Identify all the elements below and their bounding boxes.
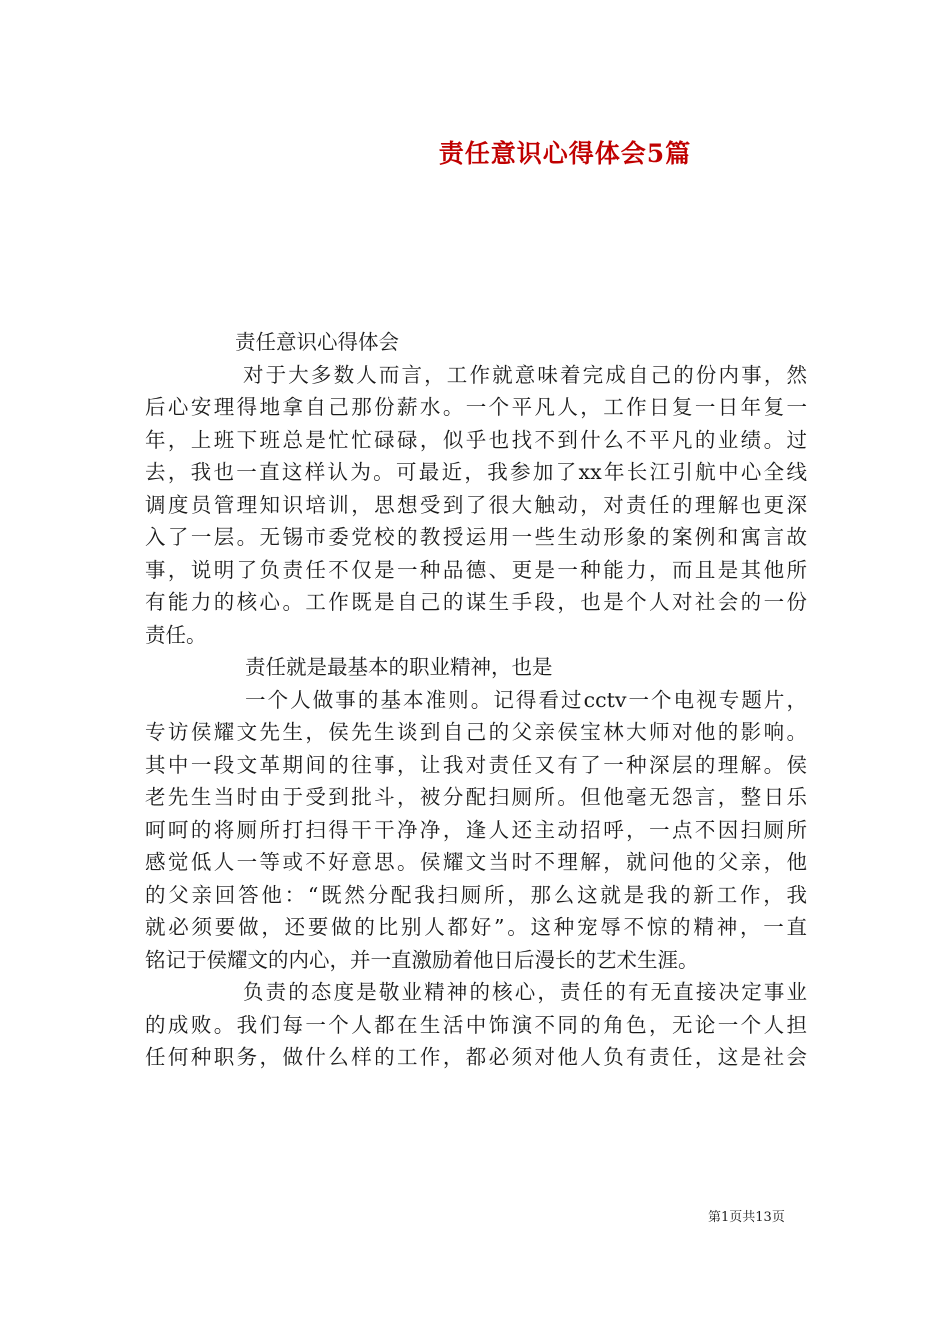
paragraph-line: 调度员管理知识培训，思想受到了很大触动，对责任的理解也更深 <box>145 492 807 517</box>
paragraph-line: 年，上班下班总是忙忙碌碌，似乎也找不到什么不平凡的业绩。过 <box>145 427 807 452</box>
paragraph-line: 后心安理得地拿自己那份薪水。一个平凡人，工作日复一日年复一 <box>145 395 807 419</box>
document-body <box>145 326 807 1074</box>
paragraph-line: 责任。 <box>145 622 207 647</box>
paragraph-line: 感觉低人一等或不好意思。侯耀文当时不理解，就问他的父亲，他 <box>145 850 807 874</box>
document-title: 责任意识心得体会5篇 <box>438 139 692 168</box>
paragraph-line: 事，说明了负责任不仅是一种品德、更是一种能力，而且是其他所 <box>145 557 807 582</box>
paragraph-line: 任何种职务，做什么样的工作，都必须对他人负有责任，这是社会 <box>145 1045 807 1069</box>
paragraph-line: 呵呵的将厕所打扫得干干净净，逢人还主动招呼，一点不因扫厕所 <box>145 817 807 842</box>
paragraph-line: 入了一层。无锡市委党校的教授运用一些生动形象的案例和寓言故 <box>145 525 807 549</box>
section-heading: 责任意识心得体会 <box>235 330 399 354</box>
paragraph-line: 负责的态度是敬业精神的核心，责任的有无直接决定事业 <box>243 980 807 1004</box>
paragraph-line: 其中一段文革期间的往事，让我对责任又有了一种深层的理解。侯 <box>145 752 807 777</box>
paragraph-line: 专访侯耀文先生，侯先生谈到自己的父亲侯宝林大师对他的影响。 <box>145 720 807 744</box>
paragraph-line: 责任就是最基本的职业精神，也是 <box>245 655 553 679</box>
page-number: 第1页共13页 <box>708 1210 785 1225</box>
paragraph-line: 一个人做事的基本准则。记得看过cctv一个电视专题片， <box>245 687 807 712</box>
paragraph-line: 铭记于侯耀文的内心，并一直激励着他日后漫长的艺术生涯。 <box>145 947 699 972</box>
paragraph-line: 去，我也一直这样认为。可最近，我参加了xx年长江引航中心全线 <box>145 460 807 484</box>
paragraph-line: 老先生当时由于受到批斗，被分配扫厕所。但他毫无怨言，整日乐 <box>145 785 807 809</box>
paragraph-line: 有能力的核心。工作既是自己的谋生手段，也是个人对社会的一份 <box>145 590 807 614</box>
paragraph-line: 的父亲回答他：“既然分配我扫厕所，那么这就是我的新工作，我 <box>145 882 807 907</box>
paragraph-line: 的成败。我们每一个人都在生活中饰演不同的角色，无论一个人担 <box>145 1012 807 1037</box>
paragraph-line: 就必须要做，还要做的比别人都好”。这种宠辱不惊的精神，一直 <box>145 915 807 939</box>
paragraph-line: 对于大多数人而言，工作就意味着完成自己的份内事，然 <box>243 362 807 387</box>
